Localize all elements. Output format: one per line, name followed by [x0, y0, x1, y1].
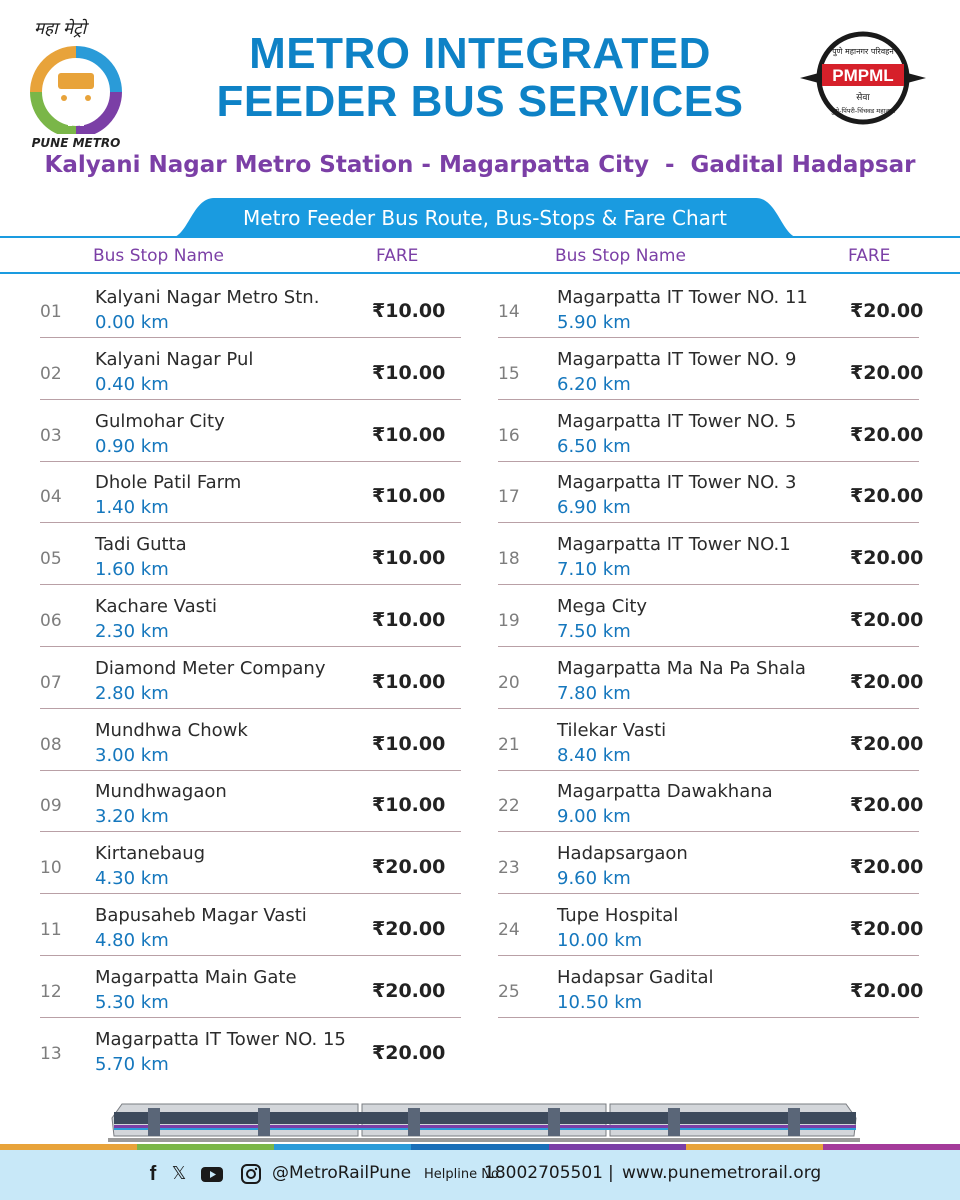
- row-divider: [498, 522, 919, 523]
- stop-distance: 6.90 km: [557, 497, 631, 519]
- stop-row: [40, 472, 460, 534]
- stop-distance: 4.80 km: [95, 930, 169, 951]
- stop-name: Gulmohar City: [95, 410, 225, 432]
- stop-distance: 0.40 km: [95, 373, 169, 395]
- stop-row: [498, 843, 924, 905]
- stop-name: Kirtanebaug: [95, 843, 206, 865]
- stop-row: [498, 534, 924, 596]
- page-title: [160, 30, 800, 126]
- logo-marathi-text: महा मेट्रो: [34, 19, 87, 39]
- social-handle[interactable]: @MetroRailPune: [272, 1163, 412, 1183]
- stop-name: Kalyani Nagar Pul: [95, 348, 254, 370]
- stop-fare: ₹20.00: [850, 856, 924, 879]
- stop-name: Mundhwagaon: [95, 781, 227, 803]
- stop-distance: 3.00 km: [95, 744, 169, 766]
- stop-row: [40, 596, 460, 658]
- stop-row: [40, 287, 460, 349]
- stop-distance: 1.60 km: [95, 559, 169, 581]
- stop-name: Tilekar Vasti: [557, 719, 667, 741]
- stop-number: 01: [40, 302, 62, 322]
- stop-name: Tadi Gutta: [95, 534, 187, 556]
- row-divider: [40, 955, 461, 956]
- stop-distance: 5.90 km: [557, 312, 631, 333]
- pmpml-emblem-icon: [800, 28, 926, 128]
- title-line-2: FEEDER BUS SERVICES: [216, 77, 744, 126]
- row-divider: [40, 708, 461, 709]
- stop-name: Magarpatta Ma Na Pa Shala: [557, 657, 806, 679]
- stop-row: [40, 967, 460, 1029]
- row-divider: [498, 955, 919, 956]
- stop-fare: ₹10.00: [372, 423, 446, 446]
- stop-name: Kachare Vasti: [95, 596, 218, 617]
- stop-number: 17: [498, 487, 520, 508]
- pmpml-mid-text: सेवा: [856, 93, 870, 103]
- stop-distance: 5.30 km: [95, 991, 169, 1013]
- stop-distance: 6.20 km: [557, 373, 631, 395]
- stop-number: 21: [498, 734, 520, 755]
- stop-row: [498, 657, 924, 720]
- pmpml-top-text: पुणे महानगर परिवहन: [832, 47, 894, 56]
- stop-row: [498, 472, 924, 534]
- stop-name: Magarpatta Main Gate: [95, 966, 297, 988]
- stop-row: [40, 411, 460, 473]
- row-divider: [40, 646, 461, 647]
- right-col-head-name: Bus Stop Name: [555, 246, 686, 266]
- stop-distance: 1.40 km: [95, 497, 169, 519]
- row-divider: [40, 337, 461, 338]
- stop-distance: 0.90 km: [95, 435, 169, 457]
- stop-distance: 5.70 km: [95, 1053, 169, 1075]
- stop-name: Hadapsargaon: [557, 843, 688, 865]
- title-line-1: METRO INTEGRATED: [249, 29, 711, 78]
- stop-fare: ₹10.00: [372, 300, 446, 322]
- stop-number: 07: [40, 672, 62, 693]
- stop-fare: ₹20.00: [850, 485, 924, 508]
- stop-row: [40, 781, 460, 843]
- stop-number: 14: [498, 302, 520, 322]
- row-divider: [40, 584, 461, 585]
- row-divider: [40, 399, 461, 400]
- maha-metro-logo: [26, 12, 126, 150]
- stop-name: Tupe Hospital: [557, 905, 679, 926]
- stop-row: [40, 534, 460, 596]
- row-divider: [498, 646, 919, 647]
- stop-fare: ₹20.00: [850, 423, 924, 446]
- stop-fare: ₹20.00: [850, 300, 924, 322]
- pmpml-text: PMPML: [832, 66, 894, 85]
- footer: [0, 1150, 960, 1200]
- stop-row: [40, 720, 460, 782]
- stop-fare: ₹10.00: [372, 609, 446, 631]
- stop-row: [498, 410, 924, 473]
- stop-name: Magarpatta Dawakhana: [557, 781, 773, 803]
- stop-fare: ₹20.00: [850, 918, 924, 940]
- stop-number: 16: [498, 425, 520, 446]
- stop-fare: ₹10.00: [372, 794, 446, 817]
- route-title: Kalyani Nagar Metro Station - Magarpatta City - Gadital Hadapsar: [44, 152, 916, 178]
- stop-number: 20: [498, 672, 520, 693]
- stop-row: [498, 348, 924, 411]
- left-col-head-fare: FARE: [376, 246, 419, 266]
- stop-fare: ₹10.00: [372, 670, 446, 693]
- stop-fare: ₹20.00: [372, 979, 446, 1002]
- metro-train-logo-icon: [30, 46, 122, 134]
- row-divider: [498, 893, 919, 894]
- stop-distance: 7.80 km: [557, 682, 631, 704]
- row-divider: [498, 584, 919, 585]
- stop-row: [40, 1029, 460, 1091]
- stop-number: 19: [498, 611, 520, 631]
- row-divider: [40, 461, 461, 462]
- row-divider: [498, 708, 919, 709]
- stop-fare: ₹20.00: [372, 1041, 446, 1064]
- row-divider: [40, 893, 461, 894]
- helpline-label: Helpline No.: [424, 1167, 503, 1182]
- stop-fare: ₹20.00: [850, 794, 924, 817]
- stop-distance: 8.40 km: [557, 744, 631, 766]
- stop-fare: ₹20.00: [372, 918, 446, 940]
- pmpml-bottom-text: पुणे-पिंपरी-चिंचवड महानगर: [830, 107, 896, 115]
- helpline-number[interactable]: 18002705501: [484, 1163, 603, 1183]
- stop-fare: ₹20.00: [850, 670, 924, 693]
- metro-train-illustration: [108, 1096, 860, 1144]
- banner-title: Metro Feeder Bus Route, Bus-Stops & Fare Chart: [243, 206, 727, 230]
- stop-fare: ₹20.00: [850, 547, 924, 570]
- footer-separator: |: [608, 1163, 614, 1183]
- website-link[interactable]: www.punemetrorail.org: [622, 1163, 822, 1183]
- stop-row: [40, 905, 460, 967]
- stop-row: [498, 781, 924, 843]
- stop-name: Magarpatta IT Tower NO. 11: [557, 287, 808, 308]
- header-divider: [0, 272, 960, 274]
- left-col-head-name: Bus Stop Name: [93, 246, 224, 266]
- stop-name: Diamond Meter Company: [95, 657, 326, 679]
- stop-distance: 9.60 km: [557, 868, 631, 890]
- stop-distance: 0.00 km: [95, 312, 169, 333]
- stop-number: 25: [498, 981, 520, 1002]
- stop-number: 09: [40, 796, 62, 817]
- stop-number: 13: [40, 1043, 62, 1064]
- row-divider: [498, 831, 919, 832]
- stop-row: [40, 843, 460, 905]
- stop-number: 11: [40, 920, 62, 940]
- stop-number: 22: [498, 796, 520, 817]
- stop-fare: ₹10.00: [372, 547, 446, 570]
- stop-distance: 2.30 km: [95, 621, 169, 642]
- stop-number: 04: [40, 487, 62, 508]
- stop-name: Dhole Patil Farm: [95, 472, 242, 494]
- stop-row: [498, 596, 924, 658]
- stop-number: 05: [40, 549, 62, 570]
- stop-row: [498, 905, 924, 967]
- stop-distance: 2.80 km: [95, 682, 169, 704]
- stop-name: Kalyani Nagar Metro Stn.: [95, 287, 320, 308]
- stop-row: [40, 658, 460, 720]
- stop-row: [498, 719, 924, 782]
- stop-number: 06: [40, 611, 62, 631]
- logo-caption: PUNE METRO: [31, 136, 121, 150]
- stop-name: Magarpatta IT Tower NO. 9: [557, 348, 797, 370]
- pmpml-logo: [800, 28, 926, 128]
- stop-fare: ₹10.00: [372, 361, 446, 384]
- stop-fare: ₹20.00: [850, 609, 924, 631]
- stop-distance: 10.50 km: [557, 991, 643, 1013]
- facebook-icon[interactable]: f: [149, 1163, 157, 1185]
- row-divider: [40, 1017, 461, 1018]
- stop-fare: ₹10.00: [372, 732, 446, 755]
- x-icon[interactable]: 𝕏: [171, 1163, 187, 1184]
- row-divider: [498, 770, 919, 771]
- stop-fare: ₹20.00: [850, 361, 924, 384]
- stop-fare: ₹10.00: [372, 485, 446, 508]
- stop-name: Hadapsar Gadital: [557, 966, 714, 988]
- stop-distance: 7.10 km: [557, 559, 631, 581]
- instagram-icon[interactable]: [240, 1163, 262, 1185]
- stop-name: Magarpatta IT Tower NO. 15: [95, 1028, 346, 1050]
- stop-row: [498, 966, 924, 1029]
- row-divider: [40, 770, 461, 771]
- row-divider: [40, 831, 461, 832]
- stop-distance: 9.00 km: [557, 806, 631, 828]
- stop-number: 15: [498, 363, 520, 384]
- stop-number: 24: [498, 920, 520, 940]
- stop-distance: 3.20 km: [95, 806, 169, 828]
- stop-name: Magarpatta IT Tower NO.1: [557, 534, 791, 556]
- stop-distance: 4.30 km: [95, 868, 169, 890]
- stop-number: 02: [40, 363, 62, 384]
- row-divider: [40, 522, 461, 523]
- stop-number: 18: [498, 549, 520, 570]
- row-divider: [498, 461, 919, 462]
- stop-number: 10: [40, 858, 62, 879]
- stop-row: [498, 287, 924, 349]
- stop-fare: ₹20.00: [850, 979, 924, 1002]
- stop-name: Mundhwa Chowk: [95, 719, 248, 741]
- right-col-head-fare: FARE: [848, 246, 891, 266]
- stop-fare: ₹20.00: [372, 856, 446, 879]
- stop-name: Mega City: [557, 596, 648, 617]
- stop-distance: 6.50 km: [557, 435, 631, 457]
- row-divider: [498, 399, 919, 400]
- row-divider: [498, 1017, 919, 1018]
- stop-name: Bapusaheb Magar Vasti: [95, 905, 307, 926]
- stop-name: Magarpatta IT Tower NO. 5: [557, 410, 797, 432]
- stop-number: 03: [40, 425, 62, 446]
- stop-distance: 7.50 km: [557, 621, 631, 642]
- stop-fare: ₹20.00: [850, 732, 924, 755]
- stop-number: 08: [40, 734, 62, 755]
- stop-distance: 10.00 km: [557, 930, 643, 951]
- youtube-icon[interactable]: [200, 1163, 224, 1185]
- stop-row: [40, 349, 460, 411]
- stop-number: 23: [498, 858, 520, 879]
- stop-number: 12: [40, 981, 62, 1002]
- stop-name: Magarpatta IT Tower NO. 3: [557, 472, 797, 494]
- row-divider: [498, 337, 919, 338]
